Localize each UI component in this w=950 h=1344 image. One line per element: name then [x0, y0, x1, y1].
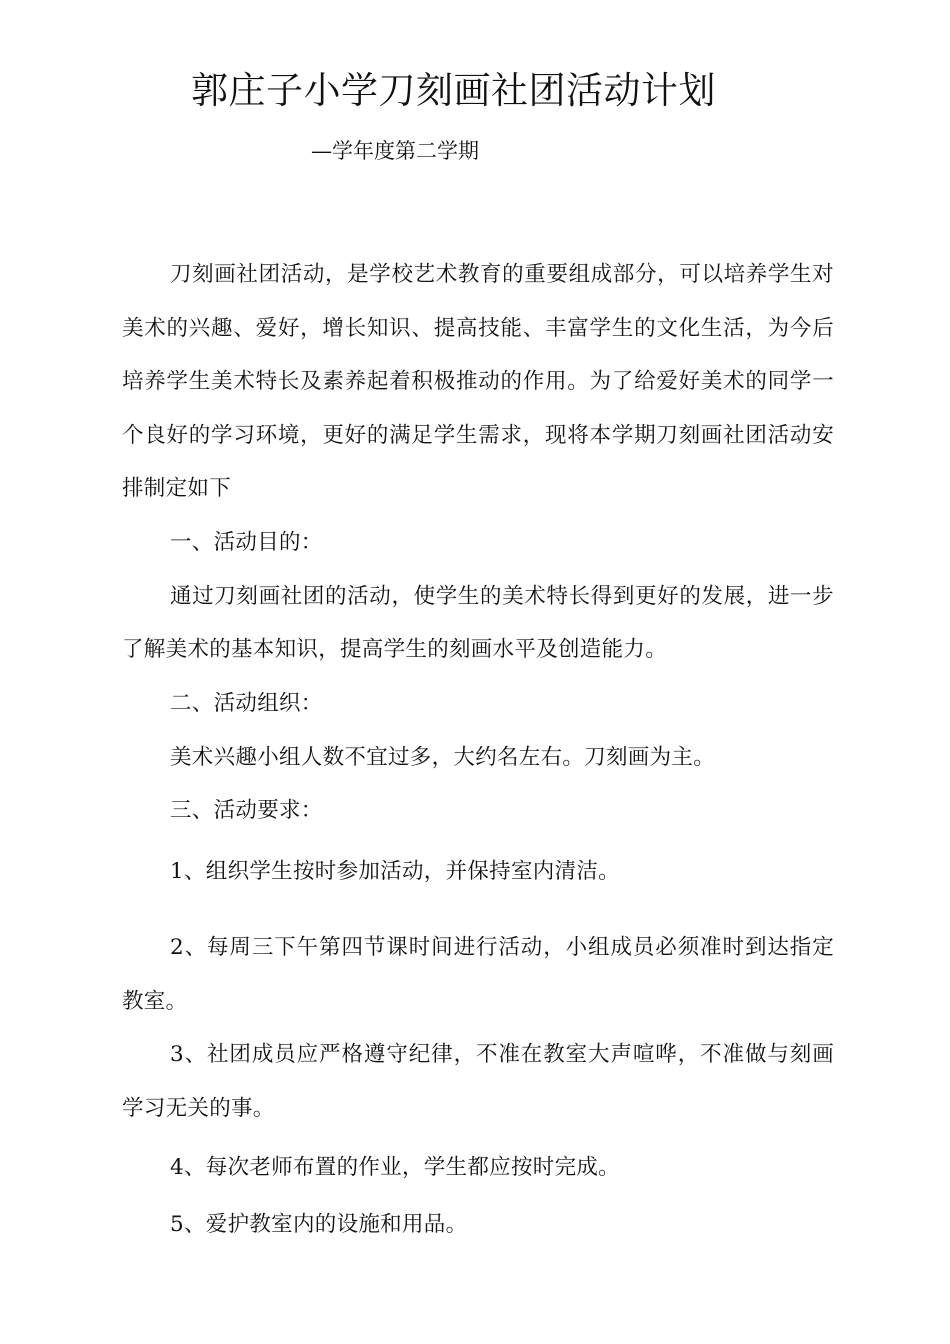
requirement-5 [122, 1198, 834, 1252]
section-1-heading: 一、活动目的： [170, 530, 323, 555]
requirement-item: 1、组织学生按时参加活动，并保持室内清洁。 [170, 859, 620, 884]
requirement-item: 2、每周三下午第四节课时间进行活动，小组成员必须准时到达指定教室。 [122, 935, 834, 1014]
document-subtitle: —学年度第二学期 [311, 139, 479, 163]
requirement-item: 3、社团成员应严格遵守纪律，不准在教室大声喧哗，不准做与刻画学习无关的事。 [122, 1042, 834, 1121]
section-3 [122, 784, 834, 838]
requirement-item: 5、爱护教室内的设施和用品。 [170, 1212, 468, 1237]
requirement-item: 4、每次老师布置的作业，学生都应按时完成。 [170, 1155, 620, 1180]
requirement-1 [122, 845, 834, 899]
section-2-heading: 二、活动组织： [170, 691, 323, 716]
section-2 [122, 677, 834, 784]
requirement-4 [122, 1141, 834, 1195]
document-title: 郭庄子小学刀刻画社团活动计划 [191, 69, 716, 112]
section-3-heading: 三、活动要求： [170, 798, 323, 823]
intro-block [122, 248, 834, 516]
section-1 [122, 516, 834, 677]
section-2-paragraph: 美术兴趣小组人数不宜过多，大约名左右。刀刻画为主。 [170, 744, 716, 770]
section-1-paragraph: 通过刀刻画社团的活动，使学生的美术特长得到更好的发展，进一步了解美术的基本知识，提高学生的刻画水平及创造能力。 [122, 583, 834, 663]
requirement-2 [122, 921, 834, 1028]
requirement-3 [122, 1028, 834, 1135]
intro-paragraph: 刀刻画社团活动，是学校艺术教育的重要组成部分，可以培养学生对美术的兴趣、爱好，增长知识、提高技能、丰富学生的文化生活，为今后培养学生美术特长及素养起着积极推动的作用。为了给爱好美术的同学一个良好的学习环境，更好的满足学生需求，现将本学期刀刻画社团活动安排制定如下 [122, 262, 834, 502]
